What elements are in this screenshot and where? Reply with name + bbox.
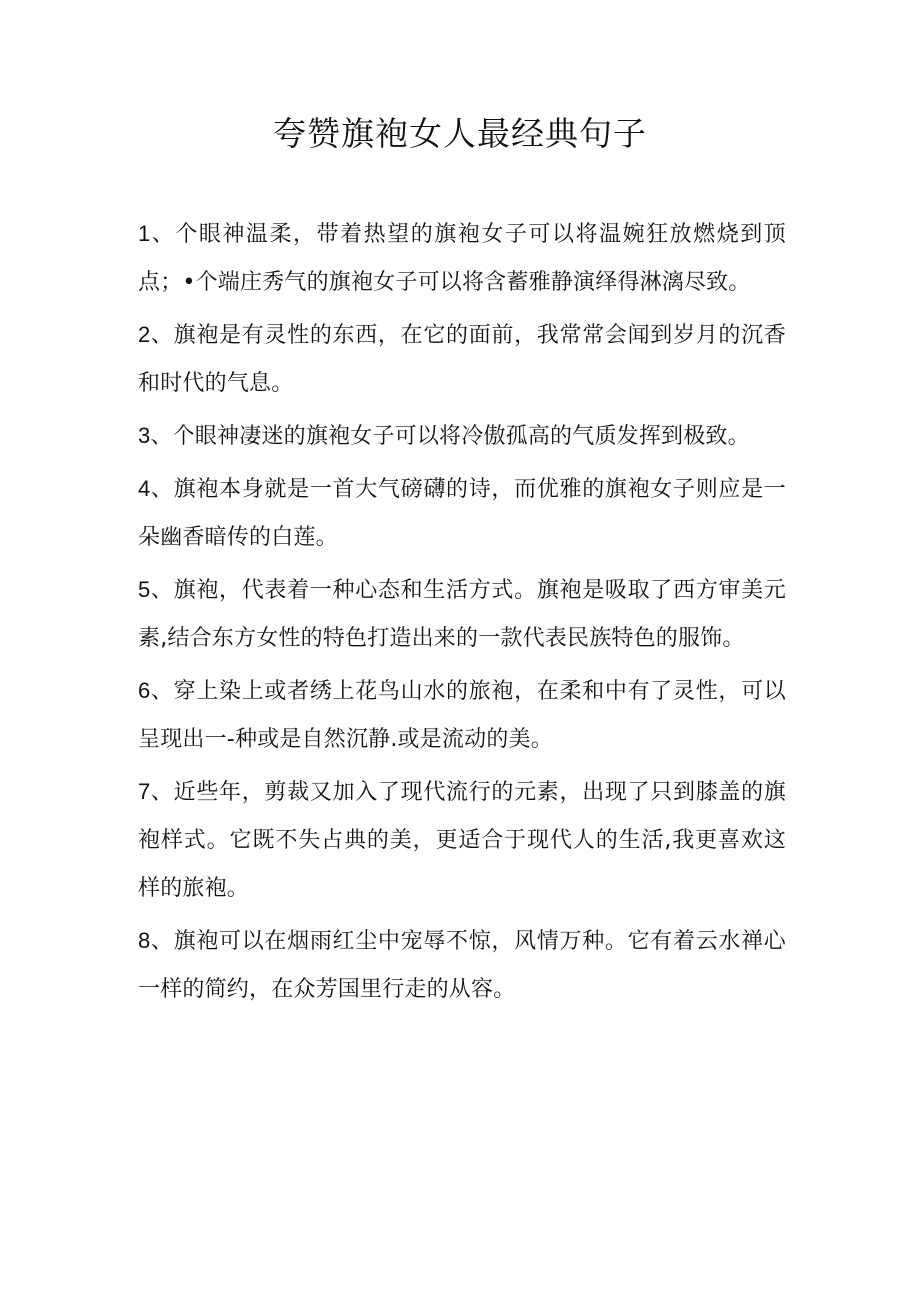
item-text: 、个眼神温柔，带着热望的旗袍女子可以将温婉狂放燃烧到顶点；•个端庄秀气的旗袍女子可以将含蓄雅静演绎得淋漓尽致。	[138, 222, 786, 295]
list-item	[138, 768, 786, 913]
list-item	[138, 412, 786, 461]
item-text: 、穿上染上或者绣上花鸟山水的旅袍，在柔和中有了灵性，可以呈现出一-种或是自然沉静.或是流动的美。	[138, 679, 786, 752]
item-number: 8	[138, 928, 151, 953]
list-item	[138, 566, 786, 663]
item-text: 、旗袍，代表着一种心态和生活方式。旗袍是吸取了西方审美元素,结合东方女性的特色打造出来的一款代表民族特色的服饰。	[138, 578, 786, 651]
item-number: 6	[138, 678, 151, 703]
item-text: 、近些年，剪裁又加入了现代流行的元素，出现了只到膝盖的旗袍样式。它既不失占典的美，更适合于现代人的生活,我更喜欢这样的旅袍。	[138, 780, 786, 901]
item-text: 、旗袍本身就是一首大气磅礴的诗，而优雅的旗袍女子则应是一朵幽香暗传的白莲。	[138, 477, 786, 550]
item-number: 2	[138, 322, 151, 347]
document-title: 夸赞旗袍女人最经典句子	[273, 114, 647, 153]
list-item	[138, 465, 786, 562]
item-text: 、旗袍可以在烟雨红尘中宠辱不惊，风情万种。它有着云水禅心一样的简约，在众芳国里行走的从容。	[138, 929, 786, 1002]
item-number: 1	[138, 221, 151, 246]
item-number: 4	[138, 476, 151, 501]
list-item	[138, 667, 786, 764]
list-item	[138, 917, 786, 1014]
list-item	[138, 210, 786, 307]
list-item	[138, 311, 786, 408]
quote-list	[138, 210, 786, 1018]
item-number: 7	[138, 779, 151, 804]
item-text: 、个眼神凄迷的旗袍女子可以将冷傲孤高的气质发挥到极致。	[150, 424, 750, 449]
item-text: 、旗袍是有灵性的东西，在它的面前，我常常会闻到岁月的沉香和时代的气息。	[138, 323, 786, 396]
item-number: 3	[138, 423, 151, 448]
item-number: 5	[138, 577, 151, 602]
